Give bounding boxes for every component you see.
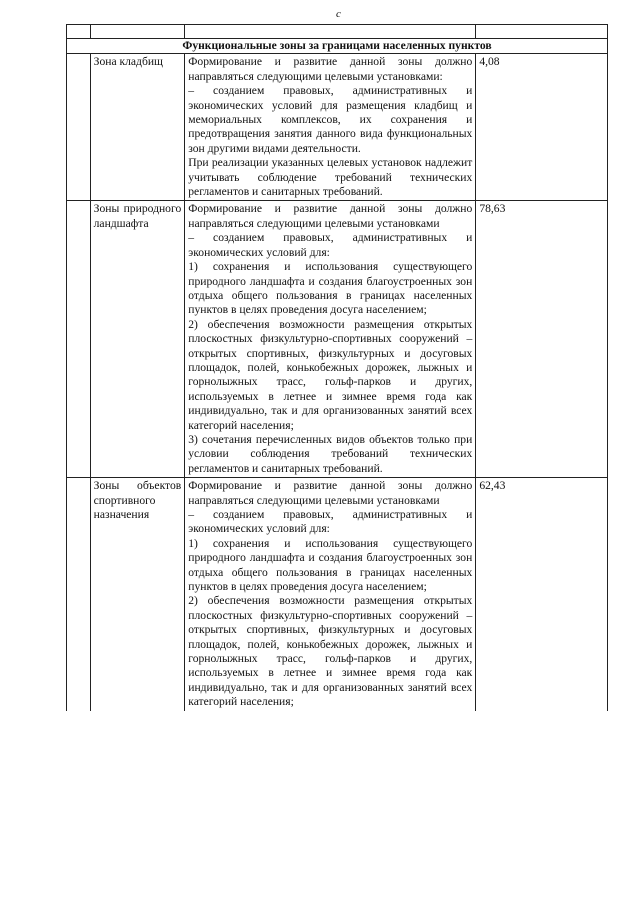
description-paragraph: – созданием правовых, административных и экономических условий для размещения кладбищ и мемориальных комплексов, их сохранения и предотвращения занятия данного вида функциональных зон другими видами деятельности. xyxy=(188,84,473,155)
number-cell xyxy=(67,201,91,478)
description-paragraph: Формирование и развитие данной зоны должно направляться следующими целевыми установками: xyxy=(188,55,473,83)
header-cell xyxy=(90,25,185,39)
description-paragraph: Формирование и развитие данной зоны должно направляться следующими целевыми установками xyxy=(188,202,473,230)
description-paragraph: – созданием правовых, административных и экономических условий для: xyxy=(188,231,473,259)
description-paragraph: 1) сохранения и использования существующего природного ландшафта и создания благоустроенных зон отдыха общего пользования в границах населенных пунктов в целях проведения досуга населением; xyxy=(188,536,473,594)
zone-area-value: 4,08 xyxy=(476,54,608,201)
section-row xyxy=(67,39,608,54)
number-cell xyxy=(67,478,91,711)
zone-name: Зоны объектов спортивного назначения xyxy=(90,478,185,711)
zone-description xyxy=(185,478,476,711)
description-paragraph: 3) сочетания перечисленных видов объектов только при условии соблюдения требований технических регламентов и санитарных требований. xyxy=(188,432,473,475)
zones-table xyxy=(66,24,608,711)
description-paragraph: 1) сохранения и использования существующего природного ландшафта и создания благоустроенных зон отдыха общего пользования в границах населенных пунктов в целях проведения досуга населением; xyxy=(188,260,473,317)
header-cell xyxy=(67,25,91,39)
table-row xyxy=(67,478,608,711)
zone-area-value: 62,43 xyxy=(476,478,608,711)
header-cell xyxy=(185,25,476,39)
zone-area-value: 78,63 xyxy=(476,201,608,478)
description-paragraph: – созданием правовых, административных и экономических условий для: xyxy=(188,508,473,536)
zone-name: Зона кладбищ xyxy=(90,54,185,201)
description-paragraph: При реализации указанных целевых установок надлежит учитывать соблюдение требований технических регламентов и санитарных требований. xyxy=(188,156,473,199)
page-number: с xyxy=(336,8,341,20)
description-paragraph: 2) обеспечения возможности размещения открытых плоскостных физкультурно-спортивных сооружений – открытых спортивных, физкультурных и досуговых площадок, полей, конькобежных дорожек, лыжных и горнолыжных трасс, гольф-парков и других, используемых в летнее и зимнее время года как индивидуально, так и для организованных занятий всех категорий населения; xyxy=(188,594,473,709)
zone-name: Зоны природного ландшафта xyxy=(90,201,185,478)
header-cell xyxy=(476,25,608,39)
number-cell xyxy=(67,54,91,201)
table-header-strip xyxy=(67,25,608,39)
section-title: Функциональные зоны за границами населенных пунктов xyxy=(67,39,608,54)
description-paragraph: 2) обеспечения возможности размещения открытых плоскостных физкультурно-спортивных сооружений – открытых спортивных, физкультурных и досуговых площадок, полей, конькобежных дорожек, лыжных и горнолыжных трасс, гольф-парков и других, используемых в летнее и зимнее время года как индивидуально, так и для организованных занятий всех категорий населения; xyxy=(188,317,473,432)
table-row xyxy=(67,54,608,201)
description-paragraph: Формирование и развитие данной зоны должно направляться следующими целевыми установками xyxy=(188,479,473,507)
zone-description xyxy=(185,54,476,201)
table-row xyxy=(67,201,608,478)
zone-description xyxy=(185,201,476,478)
